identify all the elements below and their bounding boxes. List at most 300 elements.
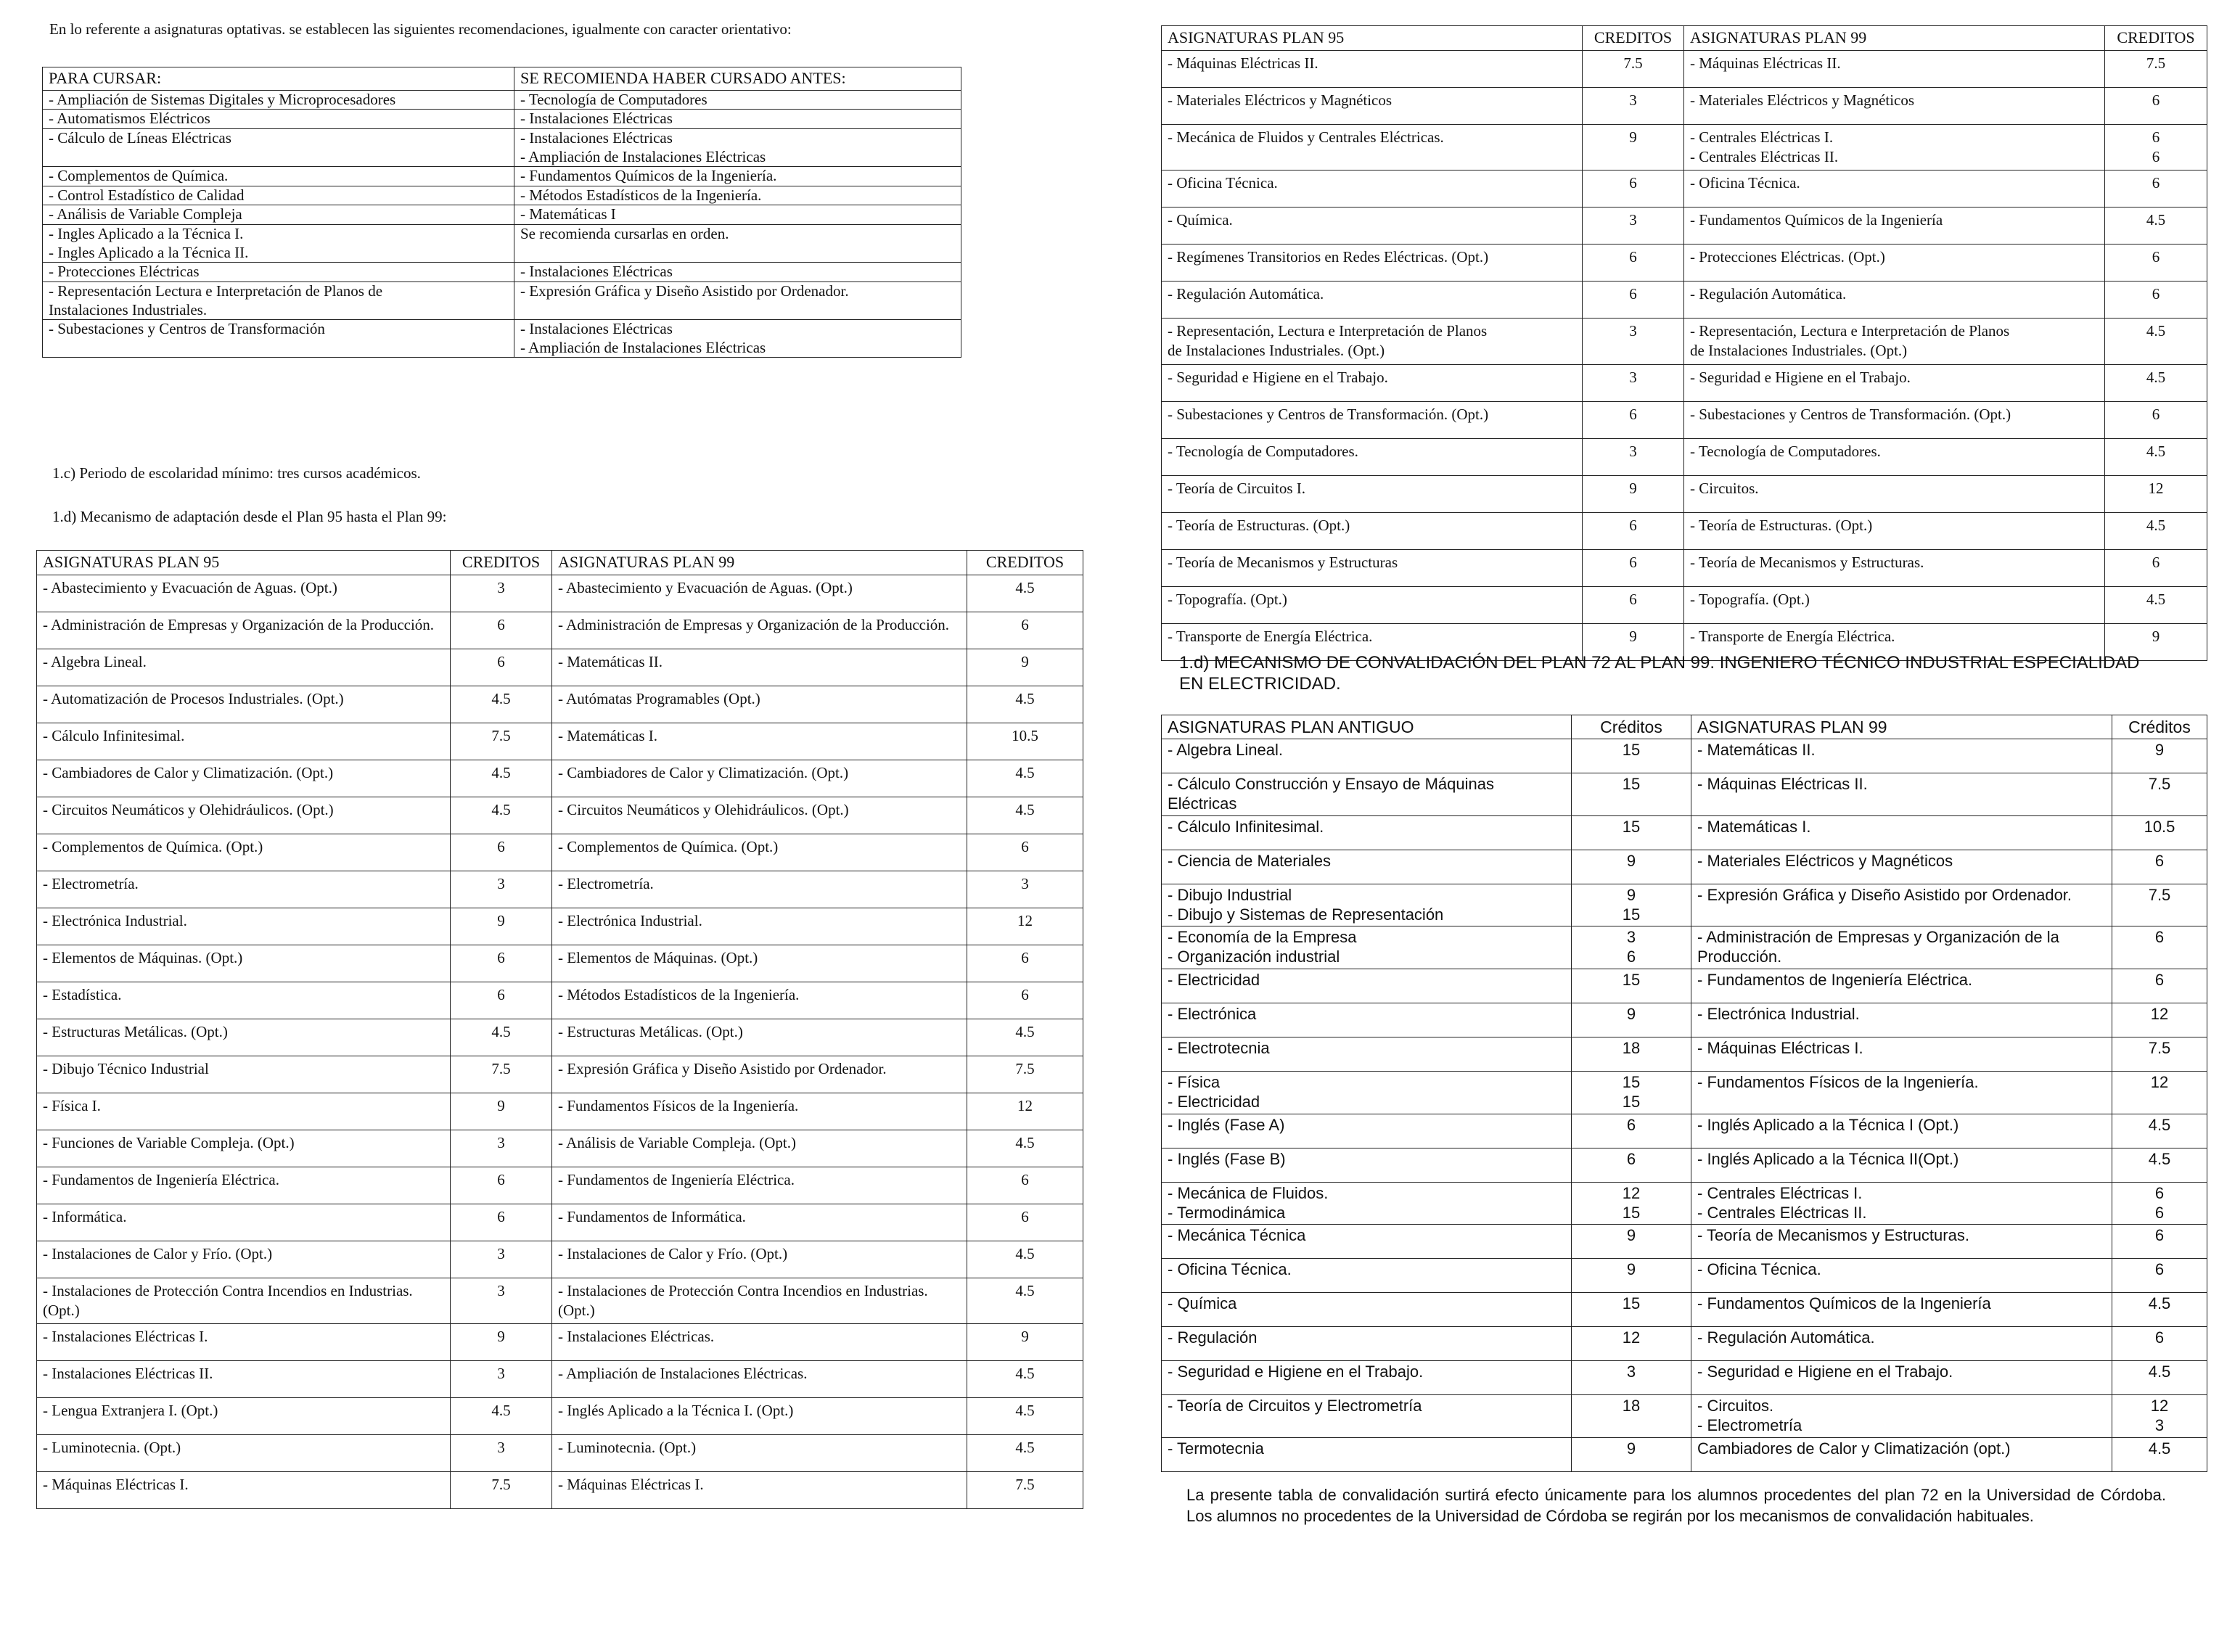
- credits-old-line: 3: [497, 1133, 505, 1151]
- table-row: [37, 649, 1083, 686]
- subject-old: [1162, 87, 1583, 124]
- credits-new-line: 4.5: [2148, 1363, 2171, 1381]
- subject-new-line: - Protecciones Eléctricas. (Opt.): [1690, 248, 1885, 266]
- credits-new-line: 4.5: [2148, 1439, 2171, 1458]
- subject-new-line: - Tecnología de Computadores.: [1690, 442, 1881, 460]
- credits-new-line: 4.5: [2148, 1115, 2171, 1134]
- subject-old: [37, 1278, 451, 1324]
- credits-old-line: 9: [1626, 1226, 1636, 1245]
- table-row: [43, 186, 961, 205]
- credits-old: [1583, 512, 1684, 549]
- course-to-take-line: - Protecciones Eléctricas: [49, 263, 200, 281]
- subject-old-line: - Química: [1168, 1294, 1237, 1313]
- column-header: CREDITOS: [967, 551, 1083, 575]
- credits-new-line: 6: [1021, 1207, 1029, 1225]
- subject-new: [552, 1056, 967, 1093]
- subject-old: [1162, 1293, 1572, 1327]
- column-header: ASIGNATURAS PLAN 95: [37, 551, 451, 575]
- subject-new: [1691, 1003, 2112, 1037]
- recommended-prior-course: [514, 90, 961, 110]
- subject-old-line: - Subestaciones y Centros de Transformación. (Opt.): [1168, 405, 1489, 423]
- credits-new-line: 6: [1021, 985, 1029, 1003]
- column-header: ASIGNATURAS PLAN 99: [552, 551, 967, 575]
- table-row: [43, 167, 961, 186]
- credits-new: [2112, 1259, 2207, 1293]
- subject-old: [1162, 475, 1583, 512]
- subject-new: [552, 1204, 967, 1241]
- subject-old: [37, 1241, 451, 1278]
- subject-new-line: - Circuitos.: [1697, 1397, 1774, 1415]
- subject-new: [1691, 1114, 2112, 1148]
- table-row: [37, 1093, 1083, 1130]
- credits-old-line: 6: [497, 1170, 505, 1188]
- credits-old-line: 15: [1622, 1294, 1641, 1313]
- recommended-prior-course-line: - Instalaciones Eléctricas: [520, 110, 673, 128]
- subject-old-line: - Oficina Técnica.: [1168, 174, 1278, 192]
- table-row: [1162, 969, 2207, 1003]
- convalidation-body: [1162, 739, 2207, 1472]
- subject-new: [552, 834, 967, 871]
- subject-new: [552, 1167, 967, 1204]
- column-header: Créditos: [2112, 715, 2207, 739]
- table-row: [37, 871, 1083, 908]
- table-row: [37, 686, 1083, 723]
- subject-old: [37, 575, 451, 612]
- credits-old-line: 6: [1629, 285, 1637, 303]
- recommended-prior-course: [514, 205, 961, 225]
- credits-old: [1572, 1003, 1691, 1037]
- credits-old: [451, 612, 552, 649]
- credits-new-line: 6: [2154, 851, 2165, 870]
- table-row: [37, 797, 1083, 834]
- table-row: [1162, 926, 2207, 969]
- subject-old-line: - Estructuras Metálicas. (Opt.): [43, 1022, 228, 1040]
- subject-new: [552, 1093, 967, 1130]
- credits-old-line: 6: [497, 615, 505, 633]
- subject-old-line: - Electrometría.: [43, 874, 139, 892]
- subject-old-line: - Inglés (Fase A): [1168, 1115, 1285, 1134]
- recommended-prior-course-line: - Tecnología de Computadores: [520, 90, 707, 108]
- subject-new-line: - Máquinas Eléctricas II.: [1690, 54, 1841, 72]
- subject-old: [37, 871, 451, 908]
- credits-old-line: 7.5: [491, 726, 511, 744]
- subject-new: [552, 982, 967, 1019]
- subject-old-line: - Topografía. (Opt.): [1168, 590, 1287, 608]
- subject-new-line: - Centrales Eléctricas I.: [1697, 1183, 1863, 1202]
- subject-new: [1691, 739, 2112, 773]
- table-row: [1162, 438, 2207, 475]
- credits-old-line: 15: [1622, 741, 1641, 760]
- subject-old: [1162, 364, 1583, 401]
- subject-new-line: - Fundamentos de Ingeniería Eléctrica.: [558, 1170, 795, 1188]
- subject-old-line: - Administración de Empresas y Organización de la Producción.: [43, 615, 435, 633]
- credits-old: [1583, 170, 1684, 207]
- subject-new: [1684, 549, 2105, 586]
- subject-new: [1691, 1259, 2112, 1293]
- subject-old: [1162, 739, 1572, 773]
- subject-new: [1684, 282, 2105, 319]
- subject-new-line: - Circuitos Neumáticos y Olehidráulicos. (Opt.): [558, 800, 849, 818]
- subject-new-line: - Oficina Técnica.: [1690, 174, 1800, 192]
- subject-new: [552, 908, 967, 945]
- subject-old-line: - Instalaciones de Calor y Frío. (Opt.): [43, 1244, 273, 1262]
- subject-old-line: - Instalaciones de Protección Contra Incendios en Industrias. (Opt.): [43, 1281, 413, 1319]
- credits-new: [967, 649, 1083, 686]
- subject-old-line: - Electrotecnia: [1168, 1039, 1270, 1058]
- credits-old-line: 6: [1629, 590, 1637, 608]
- credits-new-line: 6: [2154, 971, 2165, 990]
- subject-new-line: Cambiadores de Calor y Climatización (opt.): [1697, 1439, 2011, 1458]
- subject-new-line: - Matemáticas I.: [558, 726, 658, 744]
- intro-text: En lo referente a asignaturas optativas. se establecen las siguientes recomendaciones, igualmente con caracter orientativo:: [49, 20, 792, 38]
- credits-old: [451, 1204, 552, 1241]
- table-row: [37, 1056, 1083, 1093]
- credits-old-line: 3: [1626, 928, 1636, 947]
- table-header-row: [1162, 715, 2207, 739]
- recommendations-body: [43, 90, 961, 358]
- credits-old: [1583, 364, 1684, 401]
- subject-old-line: - Termodinámica: [1168, 1203, 1286, 1222]
- adaptation-table-right: [1161, 25, 2207, 661]
- credits-old: [1572, 1361, 1691, 1395]
- subject-old: [37, 834, 451, 871]
- column-header: CREDITOS: [2105, 26, 2207, 51]
- credits-old: [451, 1361, 552, 1398]
- credits-old: [451, 908, 552, 945]
- subject-old: [1162, 50, 1583, 87]
- credits-new-line: 6: [2152, 147, 2160, 165]
- subject-old-line: - Circuitos Neumáticos y Olehidráulicos. (Opt.): [43, 800, 334, 818]
- subject-new-line: - Teoría de Mecanismos y Estructuras.: [1690, 553, 1924, 571]
- subject-new: [1691, 926, 2112, 969]
- credits-old-line: 6: [497, 948, 505, 966]
- subject-old-line: - Teoría de Mecanismos y Estructuras: [1168, 553, 1398, 571]
- table-row: [1162, 1361, 2207, 1395]
- subject-new-line: - Centrales Eléctricas II.: [1690, 147, 1839, 165]
- course-to-take: [43, 282, 514, 319]
- credits-new: [2112, 969, 2207, 1003]
- table-row: [1162, 207, 2207, 244]
- subject-new: [1691, 1148, 2112, 1182]
- subject-new-line: - Complementos de Química. (Opt.): [558, 837, 779, 855]
- credits-old-line: 6: [1626, 1115, 1636, 1134]
- subject-new: [1691, 1437, 2112, 1471]
- subject-new-line: - Autómatas Programables (Opt.): [558, 689, 760, 707]
- credits-old-line: 6: [1629, 248, 1637, 266]
- table-row: [1162, 1293, 2207, 1327]
- recommended-prior-course-line: - Expresión Gráfica y Diseño Asistido por Ordenador.: [520, 282, 849, 300]
- mecanismo-heading: 1.d) Mecanismo de adaptación desde el Plan 95 hasta el Plan 99:: [52, 508, 447, 525]
- credits-new-line: 9: [1021, 652, 1029, 670]
- credits-new-line: 10.5: [1012, 726, 1038, 744]
- credits-old-line: 9: [1626, 1260, 1636, 1279]
- subject-old: [1162, 244, 1583, 282]
- subject-new: [552, 649, 967, 686]
- credits-new: [2112, 773, 2207, 816]
- subject-old-line: - Elementos de Máquinas. (Opt.): [43, 948, 243, 966]
- table-row: [43, 320, 961, 358]
- credits-new: [2112, 1114, 2207, 1148]
- table-row: [37, 1130, 1083, 1167]
- recommended-prior-course: [514, 320, 961, 358]
- credits-new-line: 6: [2152, 174, 2160, 192]
- recommended-prior-course-line: Se recomienda cursarlas en orden.: [520, 225, 729, 243]
- subject-new-line: - Instalaciones Eléctricas.: [558, 1328, 715, 1346]
- subject-old-line: - Física: [1168, 1073, 1221, 1092]
- credits-old: [1572, 1037, 1691, 1072]
- subject-old-line: - Teoría de Circuitos y Electrometría: [1168, 1397, 1422, 1415]
- credits-old: [451, 797, 552, 834]
- credits-new-line: 4.5: [1015, 689, 1035, 707]
- credits-new-line: 12: [1017, 1096, 1033, 1114]
- credits-new-line: 6: [2152, 285, 2160, 303]
- table-row: [1162, 1259, 2207, 1293]
- credits-old: [451, 1435, 552, 1472]
- table-row: [1162, 401, 2207, 438]
- credits-old: [1572, 884, 1691, 926]
- table-row: [1162, 1148, 2207, 1182]
- credits-old: [451, 1398, 552, 1435]
- subject-old-line: - Lengua Extranjera I. (Opt.): [43, 1402, 218, 1420]
- column-header: ASIGNATURAS PLAN 95: [1162, 26, 1583, 51]
- credits-old-line: 15: [1622, 817, 1641, 836]
- course-to-take-line: - Representación Lectura e Interpretación de Planos de: [49, 282, 383, 300]
- credits-old-line: 9: [497, 911, 505, 929]
- credits-old: [451, 1278, 552, 1324]
- credits-old: [451, 723, 552, 760]
- credits-new: [2105, 438, 2207, 475]
- recommended-prior-course-line: - Métodos Estadísticos de la Ingeniería.: [520, 186, 762, 204]
- credits-old: [1572, 1114, 1691, 1148]
- subject-old: [1162, 319, 1583, 365]
- credits-old-line: 3: [497, 874, 505, 892]
- subject-old: [1162, 884, 1572, 926]
- credits-new: [2112, 1148, 2207, 1182]
- subject-old: [37, 1398, 451, 1435]
- credits-old-line: 3: [497, 1244, 505, 1262]
- subject-new-line: - Inglés Aplicado a la Técnica I. (Opt.): [558, 1402, 794, 1420]
- credits-new-line: 6: [1021, 615, 1029, 633]
- table-row: [1162, 1114, 2207, 1148]
- subject-new-line: - Regulación Automática.: [1690, 285, 1847, 303]
- subject-new-line: - Elementos de Máquinas. (Opt.): [558, 948, 758, 966]
- subject-old: [1162, 815, 1572, 850]
- credits-new-line: 4.5: [1015, 1133, 1035, 1151]
- subject-old-line: - Mecánica Técnica: [1168, 1226, 1306, 1245]
- subject-new: [1684, 512, 2105, 549]
- credits-old-line: 6: [1626, 948, 1636, 966]
- recommended-prior-course-line: - Ampliación de Instalaciones Eléctricas: [520, 338, 766, 356]
- credits-old: [1572, 1072, 1691, 1114]
- credits-new-line: 4.5: [2148, 1294, 2171, 1313]
- credits-old: [451, 649, 552, 686]
- subject-old-line: - Termotecnia: [1168, 1439, 1264, 1458]
- subject-new-line: - Matemáticas I.: [1697, 817, 1811, 836]
- credits-old-line: 6: [1629, 405, 1637, 423]
- credits-old-line: 3: [1629, 368, 1637, 386]
- subject-old-line: - Dibujo Industrial: [1168, 885, 1292, 904]
- credits-new-line: 6: [2152, 405, 2160, 423]
- subject-old-line: - Transporte de Energía Eléctrica.: [1168, 627, 1373, 645]
- subject-old: [1162, 850, 1572, 884]
- credits-new: [2105, 586, 2207, 623]
- credits-new-line: 4.5: [1015, 578, 1035, 596]
- credits-old: [1572, 1148, 1691, 1182]
- course-to-take-line: - Subestaciones y Centros de Transformación: [49, 320, 325, 338]
- subject-new: [1691, 1225, 2112, 1259]
- convalidation-heading: 1.d) MECANISMO DE CONVALIDACIÓN DEL PLAN 72 AL PLAN 99. INGENIERO TÉCNICO INDUSTRIAL ESPECIALIDAD EN ELECTRICIDAD.: [1179, 653, 2140, 694]
- subject-old: [37, 982, 451, 1019]
- subject-old: [1162, 586, 1583, 623]
- table-row: [43, 263, 961, 282]
- credits-new: [2105, 475, 2207, 512]
- table-row: [1162, 1037, 2207, 1072]
- table-row: [43, 225, 961, 263]
- credits-old-line: 18: [1622, 1397, 1641, 1415]
- subject-new-line: - Subestaciones y Centros de Transformación. (Opt.): [1690, 405, 2011, 423]
- subject-old: [1162, 1327, 1572, 1361]
- recommended-prior-course-line: - Instalaciones Eléctricas: [520, 263, 673, 281]
- credits-new: [2112, 1361, 2207, 1395]
- credits-new: [967, 612, 1083, 649]
- subject-new-line: - Transporte de Energía Eléctrica.: [1690, 627, 1895, 645]
- course-to-take-line: - Complementos de Química.: [49, 167, 229, 185]
- credits-old: [1583, 475, 1684, 512]
- subject-new-line: - Análisis de Variable Compleja. (Opt.): [558, 1133, 796, 1151]
- subject-new-line: - Materiales Eléctricos y Magnéticos: [1697, 851, 1953, 870]
- subject-new-line: - Administración de Empresas y Organización de la Producción.: [1697, 928, 2059, 966]
- subject-old-line: - Cálculo Infinitesimal.: [1168, 817, 1324, 836]
- table-row: [1162, 850, 2207, 884]
- credits-old: [1572, 1395, 1691, 1438]
- credits-new: [967, 686, 1083, 723]
- credits-old-line: 3: [497, 1439, 505, 1457]
- subject-old-line: - Informática.: [43, 1207, 127, 1225]
- subject-new-line: - Centrales Eléctricas II.: [1697, 1203, 1867, 1222]
- subject-new: [552, 1278, 967, 1324]
- table-row: [37, 1278, 1083, 1324]
- credits-new: [967, 1361, 1083, 1398]
- credits-new-line: 6: [2152, 248, 2160, 266]
- credits-old-line: 4.5: [491, 800, 511, 818]
- table-row: [1162, 364, 2207, 401]
- subject-new-line: - Electrónica Industrial.: [1697, 1005, 1860, 1024]
- subject-new: [1691, 1293, 2112, 1327]
- subject-new-line: - Máquinas Eléctricas II.: [1697, 775, 1868, 794]
- credits-new: [2105, 319, 2207, 365]
- subject-old-line: - Luminotecnia. (Opt.): [43, 1439, 181, 1457]
- subject-new-line: - Abastecimiento y Evacuación de Aguas. (Opt.): [558, 578, 853, 596]
- credits-new-line: 12: [2150, 1005, 2169, 1024]
- convalidation-table: [1161, 715, 2207, 1472]
- table-row: [1162, 319, 2207, 365]
- subject-new: [1691, 1395, 2112, 1438]
- subject-old: [1162, 1225, 1572, 1259]
- subject-new: [552, 1361, 967, 1398]
- subject-new-line: - Representación, Lectura e Interpretación de Planos: [1690, 322, 2010, 340]
- table-row: [1162, 1182, 2207, 1225]
- credits-old: [451, 686, 552, 723]
- credits-old-line: 9: [1626, 1439, 1636, 1458]
- subject-old: [37, 723, 451, 760]
- subject-old: [1162, 282, 1583, 319]
- table-row: [1162, 1327, 2207, 1361]
- subject-old-line: - Cálculo Infinitesimal.: [43, 726, 185, 744]
- subject-old-line: - Automatización de Procesos Industriales. (Opt.): [43, 689, 344, 707]
- table-row: [37, 1361, 1083, 1398]
- credits-new: [2105, 244, 2207, 282]
- credits-new: [2112, 1072, 2207, 1114]
- subject-new-line: - Estructuras Metálicas. (Opt.): [558, 1022, 743, 1040]
- table-row: [37, 575, 1083, 612]
- subject-old: [37, 1130, 451, 1167]
- table-row: [43, 205, 961, 225]
- table-row: [43, 110, 961, 129]
- credits-new: [2112, 815, 2207, 850]
- subject-new-line: - Electrometría: [1697, 1416, 1802, 1435]
- credits-new: [967, 1398, 1083, 1435]
- subject-old-line: - Electricidad: [1168, 1092, 1260, 1111]
- subject-new: [1684, 207, 2105, 244]
- subject-old: [1162, 170, 1583, 207]
- credits-new: [967, 1435, 1083, 1472]
- credits-new-line: 9: [2154, 741, 2165, 760]
- credits-old-line: 4.5: [491, 763, 511, 781]
- credits-old: [451, 1324, 552, 1361]
- course-to-take: [43, 167, 514, 186]
- credits-new: [2105, 87, 2207, 124]
- subject-new-line: - Centrales Eléctricas I.: [1690, 128, 1834, 146]
- subject-old: [37, 1093, 451, 1130]
- course-to-take-line: - Ingles Aplicado a la Técnica II.: [49, 243, 249, 261]
- credits-old-line: 3: [1629, 211, 1637, 229]
- credits-new-line: 7.5: [1015, 1476, 1035, 1494]
- subject-old-line: - Instalaciones Eléctricas I.: [43, 1328, 208, 1346]
- credits-old-line: 15: [1622, 775, 1641, 794]
- subject-old: [1162, 1037, 1572, 1072]
- credits-new: [2105, 512, 2207, 549]
- subject-new-line: - Expresión Gráfica y Diseño Asistido por Ordenador.: [558, 1059, 887, 1077]
- recommended-prior-course-line: - Instalaciones Eléctricas: [520, 129, 673, 147]
- credits-old-line: 6: [1626, 1149, 1636, 1168]
- subject-old: [1162, 1395, 1572, 1438]
- credits-new-line: 6: [2154, 1260, 2165, 1279]
- credits-old: [451, 871, 552, 908]
- credits-new-line: 6: [2154, 928, 2165, 947]
- credits-old: [1583, 244, 1684, 282]
- subject-old: [1162, 1114, 1572, 1148]
- subject-old-line: - Algebra Lineal.: [1168, 741, 1283, 760]
- credits-new: [2112, 1003, 2207, 1037]
- credits-new-line: 7.5: [1015, 1059, 1035, 1077]
- subject-new-line: - Oficina Técnica.: [1697, 1260, 1821, 1279]
- credits-old-line: 12: [1622, 1328, 1641, 1347]
- subject-new-line: - Circuitos.: [1690, 479, 1759, 497]
- subject-new-line: - Fundamentos de Ingeniería Eléctrica.: [1697, 971, 1973, 990]
- subject-new: [1684, 364, 2105, 401]
- credits-old: [1572, 1182, 1691, 1225]
- credits-new: [967, 982, 1083, 1019]
- credits-old: [1572, 1259, 1691, 1293]
- subject-old-line: - Instalaciones Eléctricas II.: [43, 1365, 213, 1383]
- subject-new: [552, 1435, 967, 1472]
- credits-old-line: 9: [1629, 627, 1637, 645]
- credits-old: [1583, 401, 1684, 438]
- recommended-prior-course: [514, 110, 961, 129]
- credits-old: [1583, 549, 1684, 586]
- subject-old: [1162, 549, 1583, 586]
- course-to-take: [43, 129, 514, 167]
